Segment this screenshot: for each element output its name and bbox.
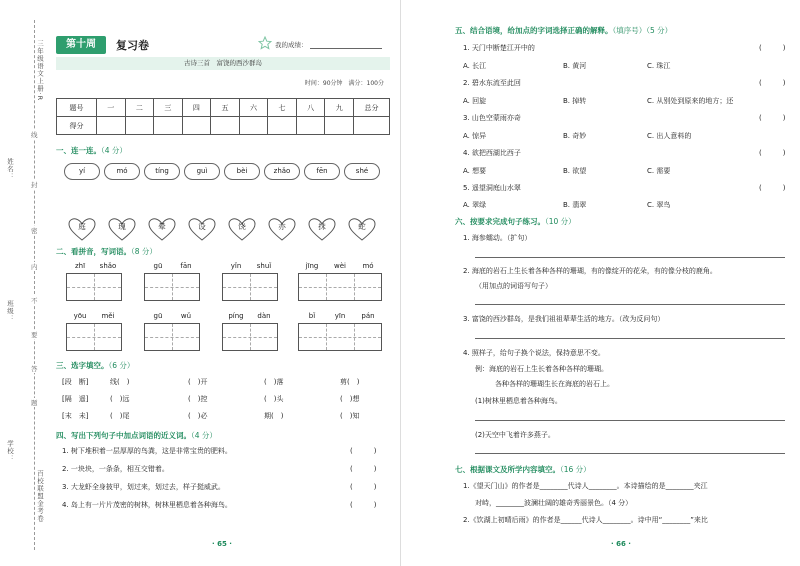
pinyin-label: shuǐ (256, 262, 272, 270)
pinyin-label: bǐ (308, 312, 316, 320)
option[interactable]: A. 翠绿 (463, 201, 487, 209)
question-text: 1. 海参蠕动。（扩句） (463, 234, 532, 242)
heart-label: 亦 (278, 222, 286, 231)
pinyin-oval[interactable]: mó (104, 163, 140, 180)
fill-blank[interactable]: ( )必 (188, 412, 208, 420)
star-icon (258, 36, 272, 50)
cut-line (34, 20, 35, 550)
pinyin-oval[interactable]: bèi (224, 163, 260, 180)
cut-char: 题 (31, 399, 38, 407)
table-cell: 得分 (57, 117, 97, 135)
question-text: 3. 富饶的西沙群岛，是我们祖祖辈辈生活的地方。（改为反问句） (463, 315, 665, 323)
fill-blank[interactable]: 期( ) (264, 412, 284, 420)
writing-grid[interactable] (144, 273, 200, 301)
score-cell[interactable] (125, 117, 154, 135)
option[interactable]: A. 长江 (463, 62, 487, 70)
heart-char[interactable] (108, 218, 136, 242)
option[interactable]: B. 掉转 (563, 97, 587, 105)
heart-char[interactable] (148, 218, 176, 242)
fill-row-key: [末 未] (62, 412, 89, 420)
page-title: 复习卷 (116, 39, 149, 52)
answer-line[interactable] (475, 338, 785, 339)
table-cell: 题号 (57, 99, 97, 117)
option[interactable]: C. 需要 (647, 167, 671, 175)
question-text: 4. 岛上有一片片茂密的树林，树林里栖息着各种海鸟。 (62, 501, 232, 509)
heart-char[interactable] (268, 218, 296, 242)
pinyin-label: yǐn (230, 262, 242, 270)
section-6-points: （10 分） (545, 217, 576, 226)
table-cell: 四 (182, 99, 211, 117)
section-3-points: （6 分） (108, 361, 135, 370)
option[interactable]: B. 翡翠 (563, 201, 587, 209)
cut-char: 密 (31, 227, 38, 235)
pinyin-oval[interactable]: guì (184, 163, 220, 180)
table-cell: 八 (296, 99, 325, 117)
pinyin-label: shǎo (99, 262, 117, 270)
week-badge: 第十周 (56, 36, 106, 54)
option[interactable]: A. 回旋 (463, 97, 487, 105)
question-text: 4. 欲把西湖比西子 (463, 149, 521, 157)
question-text: 2. 碧水东流至此回 (463, 79, 521, 87)
option[interactable]: B. 黄河 (563, 62, 587, 70)
question-text: 2. 海底的岩石上生长着各种各样的珊瑚，有的像绽开的花朵，有的像分枝的鹿角。 (463, 267, 717, 275)
name-label: 姓名： (6, 158, 14, 181)
answer-blank[interactable]: ( ) (350, 447, 377, 455)
class-label: 班级： (6, 300, 14, 323)
answer-line[interactable] (475, 257, 785, 258)
option[interactable]: B. 欲望 (563, 167, 587, 175)
pinyin-label: píng (228, 312, 244, 320)
table-cell: 二 (125, 99, 154, 117)
score-cell[interactable] (325, 117, 354, 135)
section-7-title (455, 464, 591, 475)
fill-in-text[interactable]: 对峙，________波澜壮阔的雄奇秀丽景色。（4 分） (475, 499, 633, 507)
heart-char[interactable] (308, 218, 336, 242)
section-5-points: （5 分） (646, 26, 673, 35)
answer-blank[interactable]: ( ) (759, 114, 786, 122)
section-2-points: （8 分） (131, 247, 157, 256)
heart-label: 庭 (78, 222, 86, 231)
cut-char: 答 (31, 365, 38, 373)
question-text: 1. 天门中断楚江开中的 (463, 44, 535, 52)
section-4-points: （4 分） (191, 431, 217, 440)
heart-label: 晕 (158, 222, 166, 231)
option[interactable]: A. 想要 (463, 167, 487, 175)
section-4-title (56, 430, 217, 441)
section-3-label: 三、选字填空。 (56, 361, 109, 370)
fill-blank[interactable]: 线( ) (110, 378, 130, 386)
pinyin-label: jīng (305, 262, 319, 270)
section-6-title (455, 216, 576, 227)
answer-blank[interactable]: ( ) (350, 501, 377, 509)
writing-grid[interactable] (298, 273, 382, 301)
example-text: 各种各样的珊瑚生长在海底的岩石上。 (495, 380, 614, 388)
section-5-label: 五、结合语境，给加点的字词选择正确的解释。 (455, 26, 613, 35)
score-cell[interactable] (239, 117, 268, 135)
option[interactable]: C. 从别处到原来的地方；还 (647, 97, 734, 105)
fill-in-text[interactable]: 2.《饮湖上初晴后雨》的作者是______代诗人________。诗中用“________”来比 (463, 516, 708, 524)
right-page (400, 0, 800, 566)
pinyin-oval[interactable]: shé (344, 163, 380, 180)
section-7-label: 七、根据课文及所学内容填空。 (455, 465, 560, 474)
section-5-hint: （填序号） (612, 26, 647, 35)
heart-char[interactable] (188, 218, 216, 242)
pinyin-label: gū (153, 312, 163, 320)
heart-label: 设 (198, 222, 206, 231)
answer-blank[interactable]: ( ) (759, 79, 786, 87)
page-number: · 65 · (212, 540, 232, 548)
answer-line[interactable] (475, 304, 785, 305)
pinyin-label: fān (180, 262, 192, 270)
score-table-header (57, 99, 390, 117)
section-2-label: 二、看拼音，写词语。 (56, 247, 131, 256)
pinyin-label: gū (153, 262, 163, 270)
section-1-label: 一、连一连。 (56, 146, 101, 155)
heart-label: 饶 (238, 222, 246, 231)
answer-blank[interactable]: ( ) (759, 149, 786, 157)
cut-char: 内 (31, 263, 38, 271)
fill-blank[interactable]: ( )尾 (110, 412, 130, 420)
heart-char[interactable] (228, 218, 256, 242)
score-table (56, 98, 390, 135)
score-cell[interactable] (211, 117, 240, 135)
writing-grid[interactable] (222, 273, 278, 301)
pinyin-oval[interactable]: fēn (304, 163, 340, 180)
score-cell[interactable] (182, 117, 211, 135)
time-info: 时间：90分钟 满分：100分 (304, 80, 384, 87)
fill-blank[interactable]: ( )远 (110, 395, 130, 403)
answer-blank[interactable]: ( ) (759, 184, 786, 192)
answer-blank[interactable]: ( ) (759, 44, 786, 52)
pinyin-label: zhī (74, 262, 86, 270)
score-input-line[interactable] (310, 48, 382, 49)
score-cell[interactable] (268, 117, 297, 135)
school-label: 学校： (6, 440, 14, 463)
pinyin-label: mó (362, 262, 374, 270)
option[interactable]: C. 翠鸟 (647, 201, 671, 209)
pinyin-oval[interactable]: zhǎo (264, 163, 300, 180)
table-cell: 六 (239, 99, 268, 117)
question-text: 5. 遥望洞庭山水翠 (463, 184, 521, 192)
question-text: (1)树林里栖息着各种海鸟。 (475, 397, 562, 405)
section-2-title (56, 246, 157, 257)
writing-grid[interactable] (144, 323, 200, 351)
section-6-label: 六、按要求完成句子练习。 (455, 217, 545, 226)
score-cell[interactable] (354, 117, 390, 135)
subtitle-bar: 古诗三首 富饶的西沙群岛 (56, 57, 390, 70)
section-5-title (455, 25, 672, 36)
option[interactable]: C. 珠江 (647, 62, 671, 70)
pinyin-label: yōu (73, 312, 87, 320)
pinyin-label: dàn (257, 312, 271, 320)
question-text: 3. 山色空蒙雨亦奇 (463, 114, 521, 122)
pinyin-label: wèi (334, 262, 346, 270)
question-text: 4. 照样子，给句子换个说法，保持意思不变。 (463, 349, 605, 357)
cut-char: 不 (31, 297, 38, 305)
question-text: (2)天空中飞着许多燕子。 (475, 431, 555, 439)
section-1-title (56, 145, 127, 156)
heart-char[interactable] (348, 218, 376, 242)
fill-blank[interactable]: ( )知 (340, 412, 360, 420)
example-text: 例：海底的岩石上生长着各种各样的珊瑚。 (475, 365, 608, 373)
pinyin-oval[interactable]: tíng (144, 163, 180, 180)
heart-label: 蛇 (358, 222, 366, 231)
fill-row-key: [段 断] (62, 378, 89, 386)
answer-blank[interactable]: ( ) (350, 483, 377, 491)
section-1-points: （4 分） (101, 146, 127, 155)
writing-grid[interactable] (298, 323, 382, 351)
fill-blank[interactable]: ( )想 (340, 395, 360, 403)
table-cell: 三 (154, 99, 183, 117)
pinyin-label: wǔ (180, 312, 192, 320)
binding-margin (0, 0, 48, 566)
cut-char: 要 (31, 331, 38, 339)
heart-label: 抹 (318, 222, 326, 231)
table-cell: 五 (211, 99, 240, 117)
fill-blank[interactable]: ( )开 (188, 378, 208, 386)
score-cell[interactable] (296, 117, 325, 135)
table-cell: 九 (325, 99, 354, 117)
fill-blank[interactable]: 剪( ) (340, 378, 360, 386)
pinyin-label: yīn (334, 312, 346, 320)
table-cell: 总分 (354, 99, 390, 117)
writing-grid[interactable] (66, 273, 122, 301)
fill-row-key: [隔 遥] (62, 395, 89, 403)
heart-label: 瑰 (118, 222, 126, 231)
cut-char: 线 (31, 131, 38, 139)
page-number: · 66 · (611, 540, 631, 548)
pinyin-label: měi (101, 312, 115, 320)
fill-blank[interactable]: ( )头 (264, 395, 284, 403)
score-table-row (57, 117, 390, 135)
option[interactable]: A. 惊异 (463, 132, 487, 140)
score-label: 我的成绩： (275, 41, 308, 49)
writing-grid[interactable] (66, 323, 122, 351)
table-cell: 一 (97, 99, 126, 117)
pinyin-oval[interactable]: yí (64, 163, 100, 180)
table-cell: 七 (268, 99, 297, 117)
question-text: 2. 一块块，一条条，相互交错着。 (62, 465, 169, 473)
vertical-footer: 百校联盟金考卷 (36, 470, 44, 523)
option[interactable]: C. 出人意料的 (647, 132, 692, 140)
cut-char: 封 (31, 181, 38, 189)
score-cell[interactable] (97, 117, 126, 135)
question-hint: （用加点的词语写句子） (475, 282, 552, 290)
writing-grid[interactable] (222, 323, 278, 351)
fill-blank[interactable]: ( )落 (264, 378, 284, 386)
vertical-title: 三年级语文上册·R (36, 40, 44, 102)
answer-line[interactable] (475, 453, 785, 454)
section-3-title (56, 360, 134, 371)
fill-blank[interactable]: ( )控 (188, 395, 208, 403)
heart-char[interactable] (68, 218, 96, 242)
option[interactable]: B. 奇妙 (563, 132, 587, 140)
section-4-label: 四、写出下列句子中加点词语的近义词。 (56, 431, 191, 440)
pinyin-label: pán (361, 312, 375, 320)
section-7-points: （16 分） (560, 465, 591, 474)
score-cell[interactable] (154, 117, 183, 135)
question-text: 1. 树下堆积着一层厚厚的鸟粪，这是非常宝贵的肥料。 (62, 447, 232, 455)
fill-in-text[interactable]: 1.《望天门山》的作者是________代诗人________。本诗描绘的是________夹江 (463, 482, 708, 490)
answer-blank[interactable]: ( ) (350, 465, 377, 473)
question-text: 3. 大龙虾全身披甲，划过来，划过去，样子挺威武。 (62, 483, 225, 491)
answer-line[interactable] (475, 420, 785, 421)
